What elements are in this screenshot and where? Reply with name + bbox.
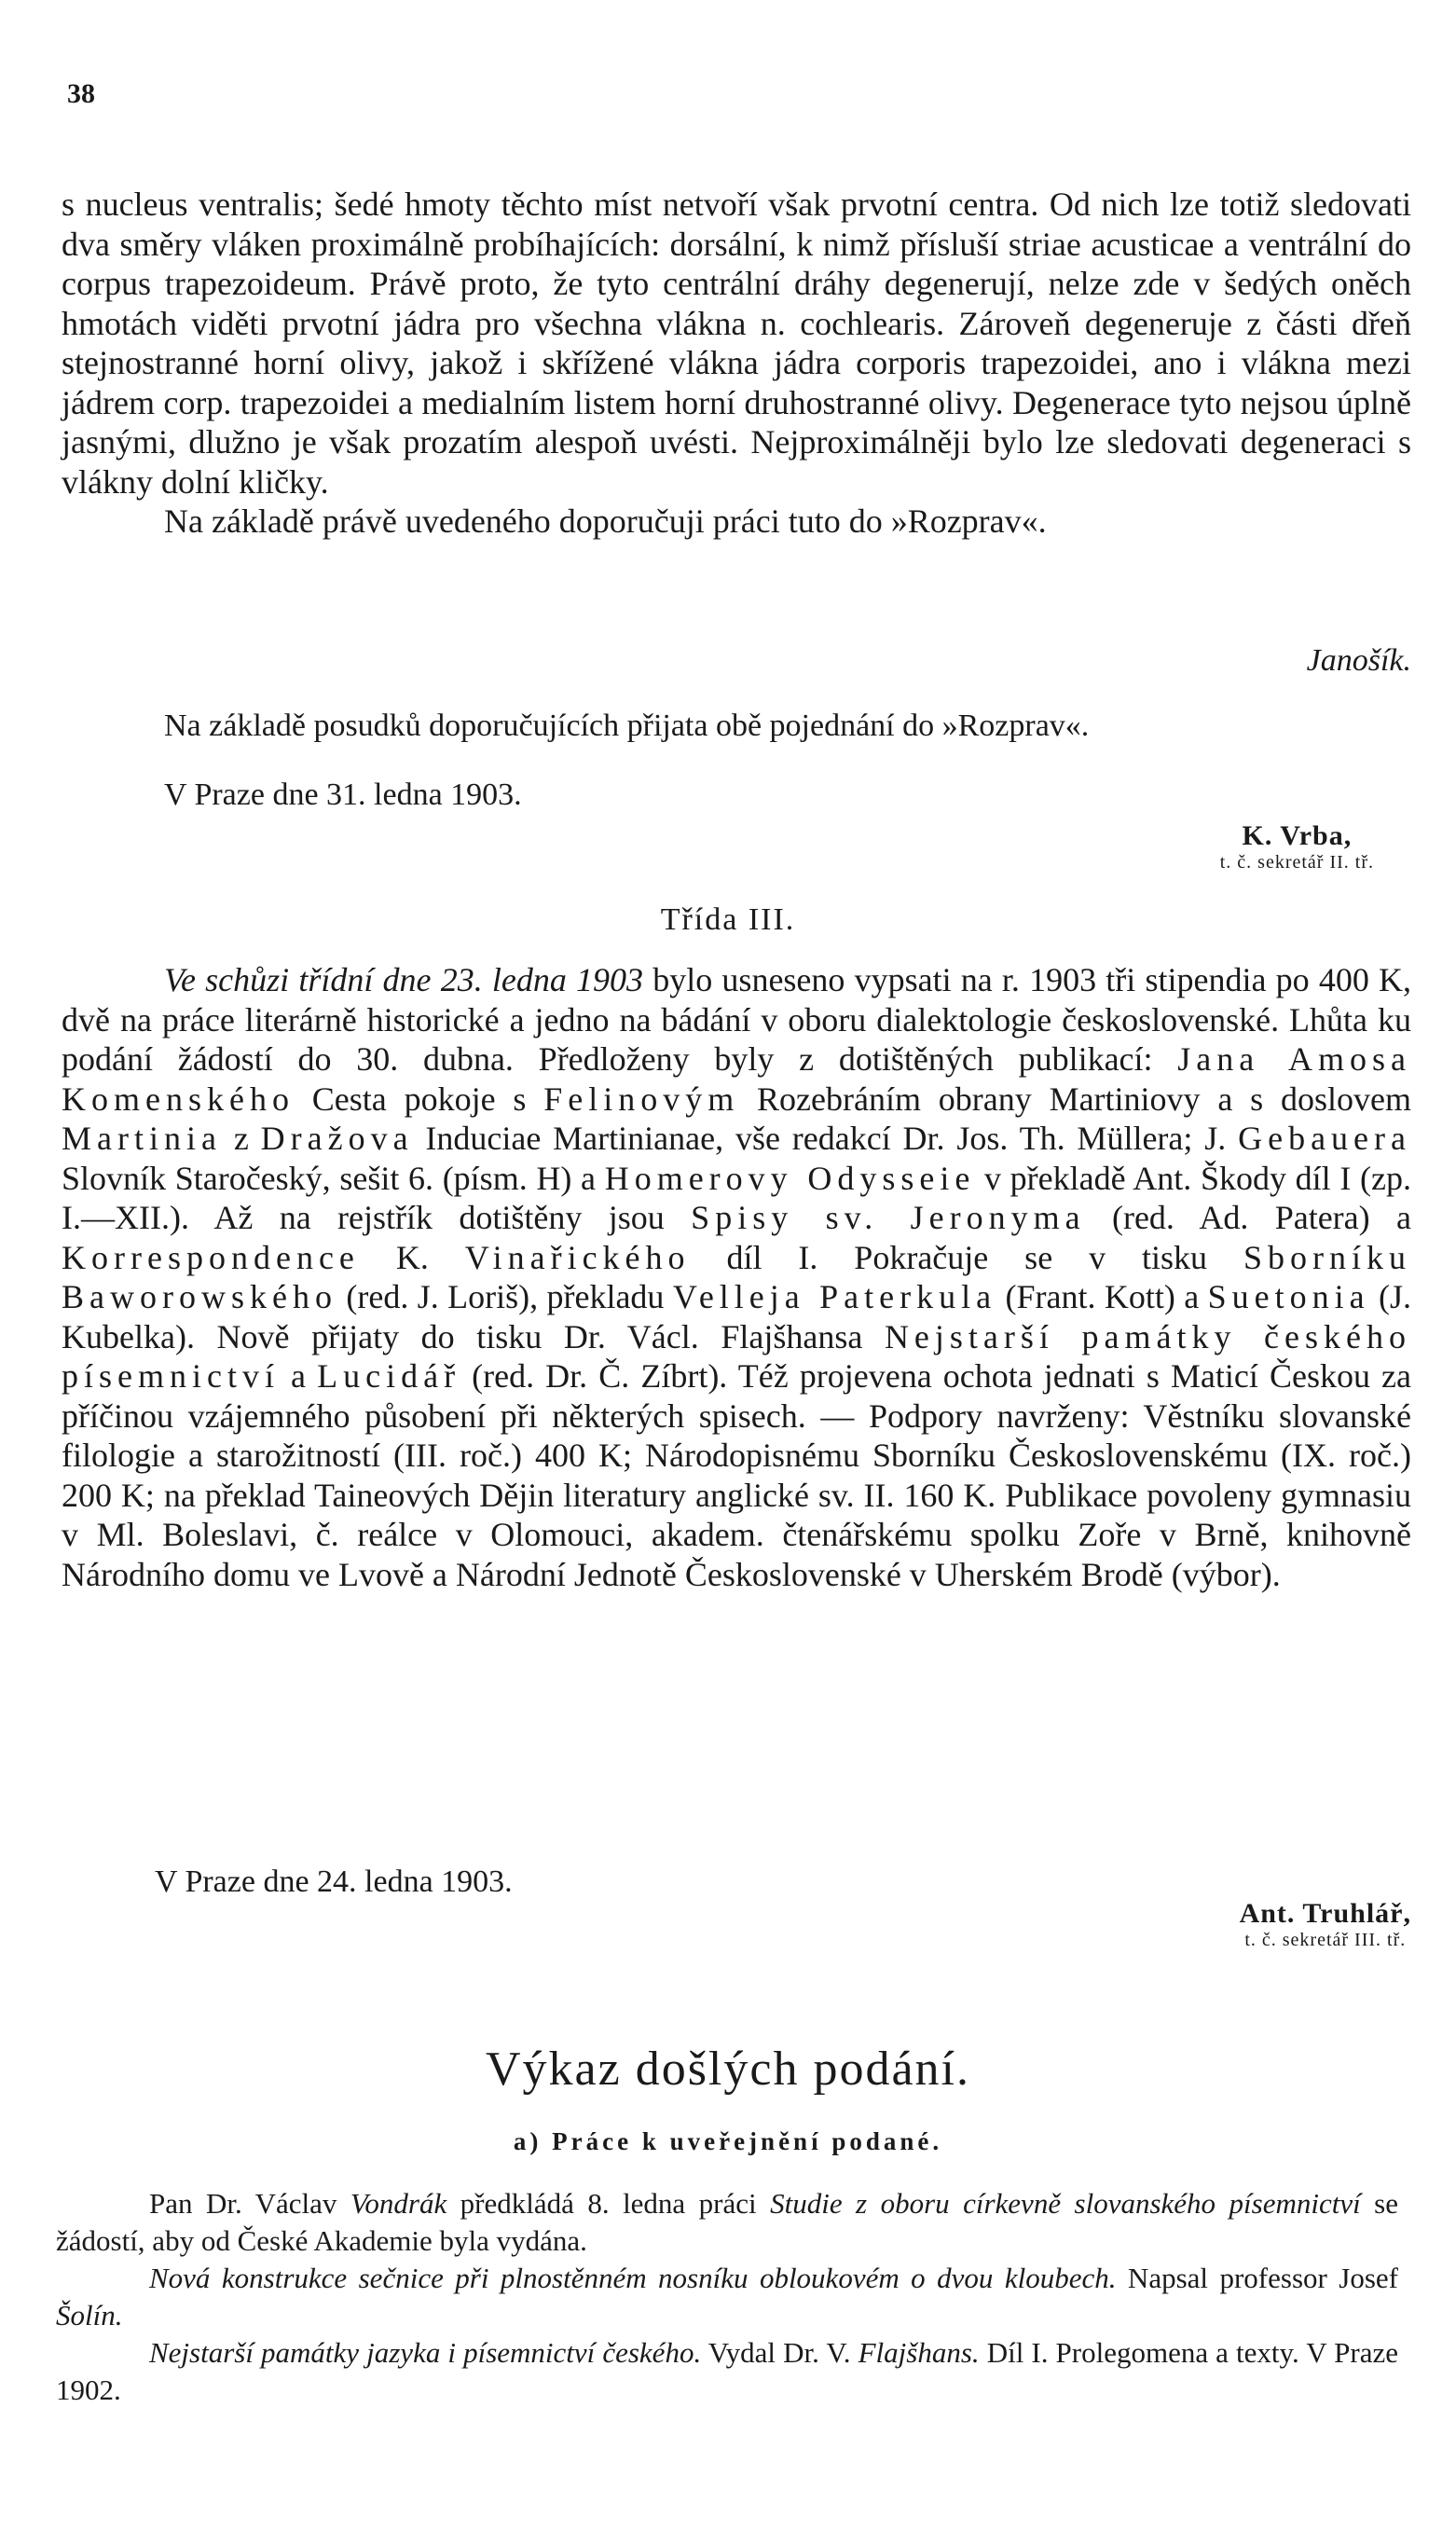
spaced-name: Spisy sv. Jeronyma: [691, 1199, 1086, 1236]
signature-name-2: Ant. Truhlář,: [1239, 1898, 1411, 1929]
text-run: Slovník Staročeský, sešit 6. (písm. H) a: [62, 1159, 605, 1197]
report-subtitle: a) Práce k uveřejnění podané.: [513, 2127, 943, 2155]
spaced-name: Jana Amosa Komenského: [62, 1040, 1411, 1118]
spaced-name: Nejstarší památky českého písemnictví: [62, 1317, 1411, 1395]
work-title: Nová konstrukce sečnice při plnostěnném nosníku obloukovém o dvou kloubech.: [149, 2262, 1117, 2294]
text-run: (Frant. Kott) a: [996, 1278, 1208, 1315]
spaced-name: Martinia: [62, 1120, 222, 1157]
text-run: v překladě Ant. Škody díl I (zp. I.—XII.). Až na rejstřík dotištěny jsou: [62, 1159, 1411, 1236]
paragraph-recommendation: Na základě právě uvedeného doporučuji práci tuto do »Rozprav«.: [164, 502, 1047, 540]
text-run: bylo usneseno vypsati na r. 1903 tři stipendia po 400 K, dvě na práce literárně historické a jedno na bádání v oboru dialektologie československé. Lhůta ku podání žádostí do 30. dubna. Předloženy byly z dotištěných publikací:: [62, 961, 1411, 1078]
author-name: Šolín.: [56, 2299, 123, 2332]
paragraph-degeneration: s nucleus ventralis; šedé hmoty těchto míst netvoří však prvotní centra. Od nich lze totiž sledovati dva směry vláken proximálně probíhajících: dorsální, k nimž přísluší striae acusticae a ventrální do corpus trapezoideum. Právě proto, že tyto centrální dráhy degenerují, nelze zde v šedých oněch hmotách viděti prvotní jádra pro všechna vlákna n. cochlearis. Zároveň degeneruje z části dřeň stejnostranné horní olivy, jakož i skřížené vlákna jádra corporis trapezoidei, ano i vlákna mezi jádrem corp. trapezoidei a medialním listem horní druhostranné olivy. Degenerace tyto nejsou úplně jasnými, dlužno je však prozatím alespoň uvésti. Nejproximálněji bylo lze sledovati degeneraci s vlákny dolní kličky.: [62, 186, 1411, 501]
spaced-name: Suetonia: [1207, 1278, 1370, 1315]
text-run: (red. J. Loriš), překladu: [337, 1278, 673, 1315]
section-1: [62, 185, 1411, 542]
text-run: (J. Kubelka). Nově přijaty do tisku Dr. Václ. Flajšhansa: [62, 1278, 1411, 1355]
report-item-3: [56, 2334, 1398, 2409]
text-run: Pan Dr. Václav: [149, 2187, 350, 2220]
spaced-name: Baworowského: [62, 1278, 337, 1315]
text-run: K.: [359, 1238, 465, 1276]
class-3-body: [62, 960, 1411, 1594]
author-name: Flajšhans.: [858, 2336, 980, 2369]
meeting-intro: Ve schůzi třídní dne 23. ledna 1903: [164, 961, 644, 998]
text-run: předkládá 8. ledna práci: [446, 2187, 771, 2220]
text-run: Vydal Dr. V.: [701, 2336, 858, 2369]
text-run: (red. Ad. Patera) a: [1085, 1199, 1411, 1236]
signature-name-1: K. Vrba,: [1242, 820, 1353, 851]
text-run: z: [221, 1120, 261, 1157]
work-title: Studie z oboru církevně slovanského písemnictví: [770, 2187, 1361, 2220]
text-run: díl I. Pokračuje se v tisku: [690, 1238, 1243, 1276]
signature-block-2: [1240, 1898, 1411, 1951]
spaced-name: Vinařického: [464, 1238, 691, 1276]
text-run: Induciae Martinianae, vše redakcí Dr. Jos. Th. Müllera; J.: [413, 1120, 1239, 1157]
class-3-heading: Třída III.: [660, 902, 796, 937]
signature-role-1: t. č. sekretář II. tř.: [1219, 852, 1374, 873]
spaced-name: Velleja Paterkula: [672, 1278, 997, 1315]
text-run: Cesta pokoje s: [294, 1080, 544, 1118]
signature-role-2: t. č. sekretář III. tř.: [1244, 1930, 1407, 1950]
report-title: Výkaz došlých podání.: [485, 2043, 970, 2096]
spaced-name: Homerovy Odysseie: [604, 1159, 976, 1197]
date-line-2: V Praze dne 24. ledna 1903.: [155, 1864, 513, 1899]
spaced-name: Sborníku: [1243, 1238, 1411, 1276]
spaced-name: Felinovým: [543, 1080, 740, 1118]
text-run: Napsal professor Josef: [1116, 2262, 1398, 2294]
text-run: (red. Dr. Č. Zíbrt). Též projevena ochota jednati s Maticí Českou za příčinou vzájemného působení při některých spisech. — Podpory navrženy: Věstníku slovanské filologie a starožitností (III. roč.) 400 K; Národopisnému Sborníku Československému (IX. roč.) 200 K; na překlad Taineových Dějin literatury anglické sv. II. 160 K. Publikace povoleny gymnasiu v Ml. Boleslavi, č. reálce v Olomouci, akadem. čtenářskému spolku Zoře v Brně, knihovně Národního domu ve Lvově a Národní Jednotě Československé v Uherském Brodě (výbor).: [62, 1357, 1411, 1593]
spaced-name: Korrespondence: [62, 1238, 360, 1276]
reviewer-signature: Janošík.: [1306, 643, 1411, 678]
report-item-2: [56, 2260, 1398, 2334]
report-items: [56, 2185, 1398, 2409]
text-run: a: [279, 1357, 318, 1395]
spaced-name: Dražova: [260, 1120, 414, 1157]
author-name: Vondrák: [350, 2187, 447, 2220]
class-3-paragraph: [62, 960, 1411, 1594]
text-run: Rozebráním obrany Martiniovy a s doslovem: [739, 1080, 1411, 1118]
spaced-name: Gebauera: [1238, 1120, 1411, 1157]
work-title: Nejstarší památky jazyka i písemnictví českého.: [149, 2336, 702, 2369]
signature-block-1: [1220, 820, 1374, 873]
approval-note: Na základě posudků doporučujících přijata obě pojednání do »Rozprav«.: [164, 708, 1090, 743]
report-item-1: [56, 2185, 1398, 2260]
date-line-1: V Praze dne 31. ledna 1903.: [164, 777, 522, 812]
spaced-name: Lucidář: [317, 1357, 461, 1395]
text-run: se žádostí, aby od České Akademie byla vydána.: [56, 2187, 1399, 2257]
text-run: Díl I. Prolegomena a texty. V Praze 1902.: [56, 2336, 1398, 2406]
page-number: 38: [67, 78, 95, 109]
